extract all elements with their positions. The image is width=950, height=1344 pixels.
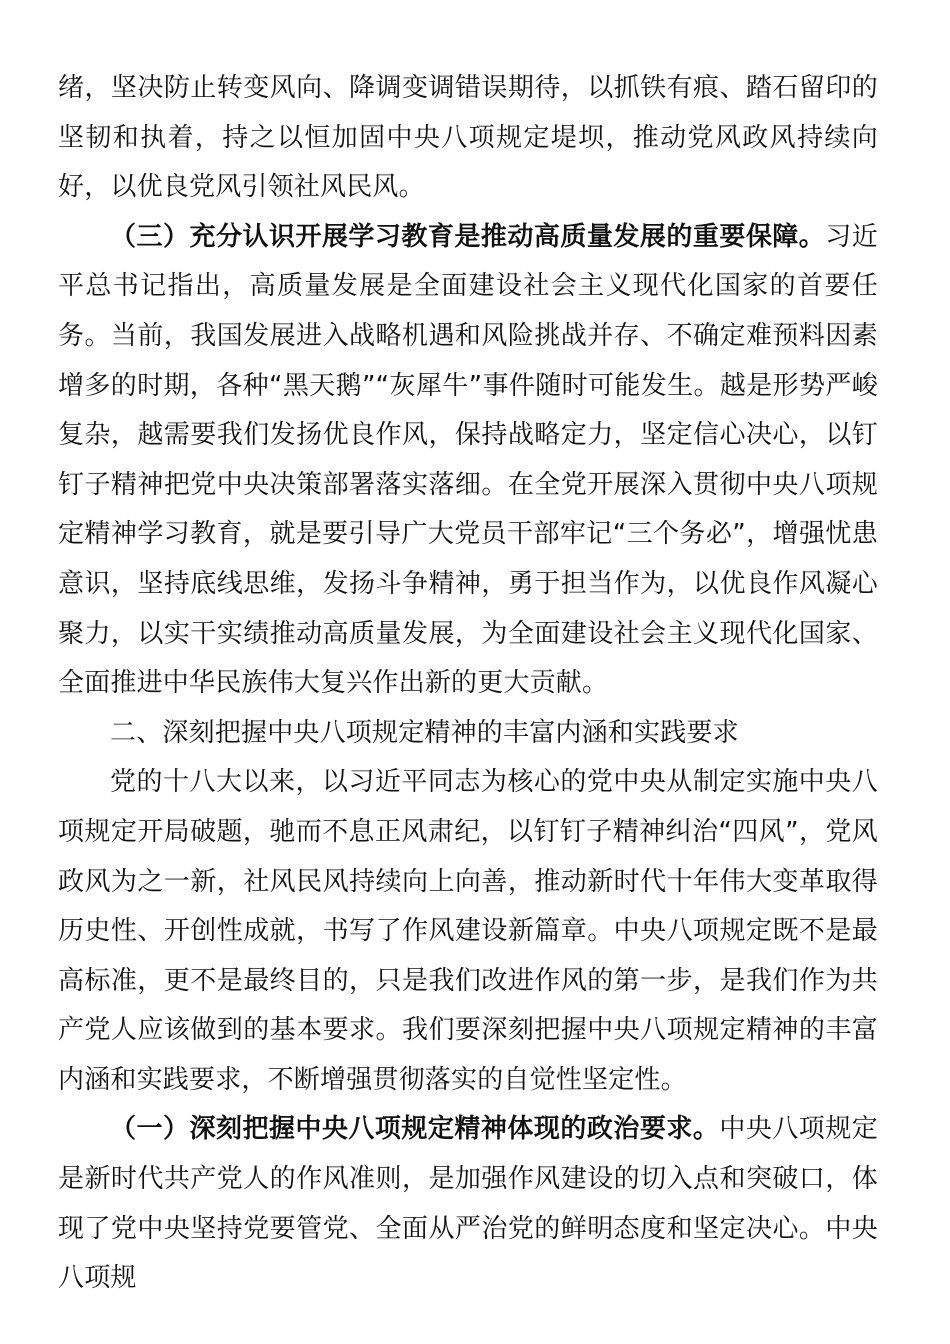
paragraph-section-three xyxy=(58,213,878,709)
subheading-three: （三）充分认识开展学习教育是推动高质量发展的重要保障。 xyxy=(110,221,826,252)
subheading-one: （一）深刻把握中央八项规定精神体现的政治要求。 xyxy=(110,1114,720,1145)
paragraph-text: 中央八项规定是新时代共产党人的作风准则，是加强作风建设的切入点和突破口，体现了党中央坚持党要管党、全面从严治党的鲜明态度和坚定决心。中央八项规 xyxy=(58,1114,878,1294)
paragraph-continuation xyxy=(58,64,878,213)
section-heading-text: 二、深刻把握中央八项规定精神的丰富内涵和实践要求 xyxy=(110,717,739,748)
paragraph-text: 绪，坚决防止转变风向、降调变调错误期待，以抓铁有痕、踏石留印的坚韧和执着，持之以恒加固中央八项规定堤坝，推动党风政风持续向好，以优良党风引领社风民风。 xyxy=(58,73,878,203)
document-page xyxy=(58,64,878,1304)
paragraph-body xyxy=(58,758,878,1105)
paragraph-text: 党的十八大以来，以习近平同志为核心的党中央从制定实施中央八项规定开局破题，驰而不息正风肃纪，以钉钉子精神纠治“四风”，党风政风为之一新，社风民风持续向上向善，推动新时代十年伟大变革取得历史性、开创性成就，书写了作风建设新篇章。中央八项规定既不是最高标准，更不是最终目的，只是我们改进作风的第一步，是我们作为共产党人应该做到的基本要求。我们要深刻把握中央八项规定精神的丰富内涵和实践要求，不断增强贯彻落实的自觉性坚定性。 xyxy=(58,767,878,1095)
section-heading-two xyxy=(58,709,878,759)
paragraph-text: 习近平总书记指出，高质量发展是全面建设社会主义现代化国家的首要任务。当前，我国发展进入战略机遇和风险挑战并存、不确定难预料因素增多的时期，各种“黑天鹅”“灰犀牛”事件随时可能发生。越是形势严峻复杂，越需要我们发扬优良作风，保持战略定力，坚定信心决心，以钉钉子精神把党中央决策部署落实落细。在全党开展深入贯彻中央八项规定精神学习教育，就是要引导广大党员干部牢记“三个务必”，增强忧患意识，坚持底线思维，发扬斗争精神，勇于担当作为，以优良作风凝心聚力，以实干实绩推动高质量发展，为全面建设社会主义现代化国家、全面推进中华民族伟大复兴作出新的更大贡献。 xyxy=(58,221,878,699)
paragraph-section-one xyxy=(58,1105,878,1303)
